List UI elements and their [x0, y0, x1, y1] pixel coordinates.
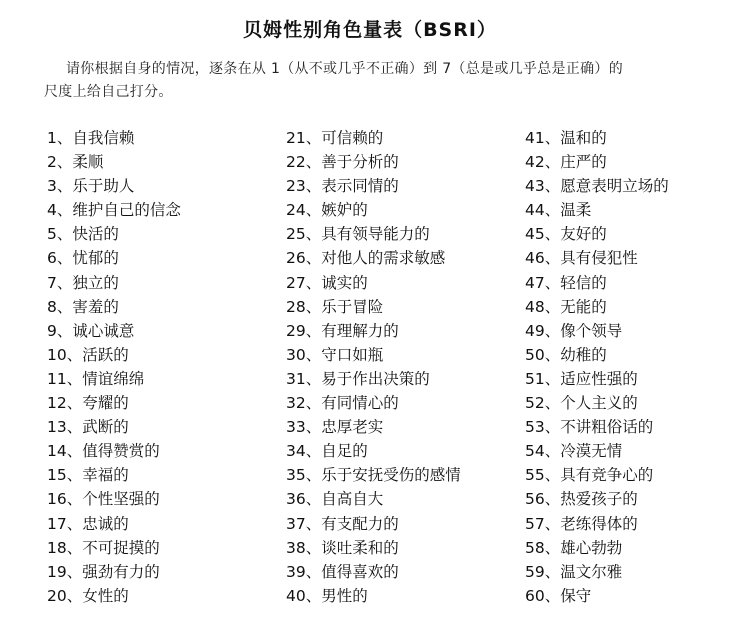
list-item: 38、谈吐柔和的 — [286, 538, 399, 557]
list-item: 2、柔顺 — [47, 153, 104, 172]
list-item: 31、易于作出决策的 — [286, 369, 430, 388]
instructions-line-1: 请你根据自身的情况，逐条在从 1（从不或几乎不正确）到 7（总是或几乎总是正确）的 — [66, 61, 624, 77]
list-item: 34、自足的 — [286, 442, 368, 461]
list-item: 7、独立的 — [47, 273, 119, 292]
list-item: 9、诚心诚意 — [47, 321, 135, 340]
instructions — [44, 58, 706, 104]
list-item: 29、有理解力的 — [286, 321, 399, 340]
list-item: 15、幸福的 — [47, 466, 129, 485]
list-item: 53、不讲粗俗话的 — [525, 418, 654, 437]
list-item: 47、轻信的 — [525, 273, 607, 292]
list-item: 50、幼稚的 — [525, 345, 607, 364]
list-item: 28、乐于冒险 — [286, 297, 384, 316]
list-item: 1、自我信赖 — [47, 129, 135, 147]
list-item: 12、夸耀的 — [47, 394, 129, 413]
list-item: 32、有同情心的 — [286, 394, 399, 413]
list-item: 56、热爱孩子的 — [525, 490, 638, 509]
list-item: 33、忠厚老实 — [286, 418, 384, 437]
list-item: 43、愿意表明立场的 — [525, 177, 669, 196]
list-item: 45、友好的 — [525, 225, 607, 244]
list-item: 13、武断的 — [47, 418, 129, 437]
list-item: 42、庄严的 — [525, 153, 607, 172]
list-item: 36、自高自大 — [286, 490, 384, 509]
instructions-line-2: 尺度上给自己打分。 — [44, 84, 173, 100]
list-item: 30、守口如瓶 — [286, 345, 384, 364]
list-item: 18、不可捉摸的 — [47, 538, 160, 557]
list-item: 26、对他人的需求敏感 — [286, 249, 446, 268]
list-item: 44、温柔 — [525, 201, 592, 220]
items-column-3 — [525, 126, 669, 608]
list-item: 60、保守 — [525, 586, 592, 605]
list-item: 17、忠诚的 — [47, 514, 129, 533]
list-item: 5、快活的 — [47, 225, 119, 244]
items-column-2 — [286, 126, 461, 608]
list-item: 11、情谊绵绵 — [47, 369, 145, 388]
list-item: 51、适应性强的 — [525, 369, 638, 388]
list-item: 3、乐于助人 — [47, 177, 135, 196]
list-item: 55、具有竞争心的 — [525, 466, 654, 485]
list-item: 49、像个领导 — [525, 321, 623, 340]
page-title: 贝姆性别角色量表（BSRI） — [243, 19, 497, 41]
list-item: 24、嫉妒的 — [286, 201, 368, 220]
list-item: 37、有支配力的 — [286, 514, 399, 533]
list-item: 21、可信赖的 — [286, 129, 384, 147]
list-item: 40、男性的 — [286, 586, 368, 605]
list-item: 39、值得喜欢的 — [286, 562, 399, 581]
list-item: 22、善于分析的 — [286, 153, 399, 172]
list-item: 41、温和的 — [525, 129, 607, 147]
list-item: 46、具有侵犯性 — [525, 249, 638, 268]
list-item: 57、老练得体的 — [525, 514, 638, 533]
list-item: 19、强劲有力的 — [47, 562, 160, 581]
list-item: 23、表示同情的 — [286, 177, 399, 196]
list-item: 54、冷漠无情 — [525, 442, 623, 461]
list-item: 59、温文尔雅 — [525, 562, 623, 581]
list-item: 25、具有领导能力的 — [286, 225, 430, 244]
list-item: 58、雄心勃勃 — [525, 538, 623, 557]
list-item: 48、无能的 — [525, 297, 607, 316]
list-item: 27、诚实的 — [286, 273, 368, 292]
list-item: 52、个人主义的 — [525, 394, 638, 413]
list-item: 6、忧郁的 — [47, 249, 119, 268]
list-item: 16、个性坚强的 — [47, 490, 160, 509]
list-item: 14、值得赞赏的 — [47, 442, 160, 461]
list-item: 35、乐于安抚受伤的感情 — [286, 466, 461, 485]
list-item: 10、活跃的 — [47, 345, 129, 364]
list-item: 20、女性的 — [47, 586, 129, 605]
items-column-1 — [47, 126, 181, 608]
list-item: 4、维护自己的信念 — [47, 201, 181, 220]
list-item: 8、害羞的 — [47, 297, 119, 316]
